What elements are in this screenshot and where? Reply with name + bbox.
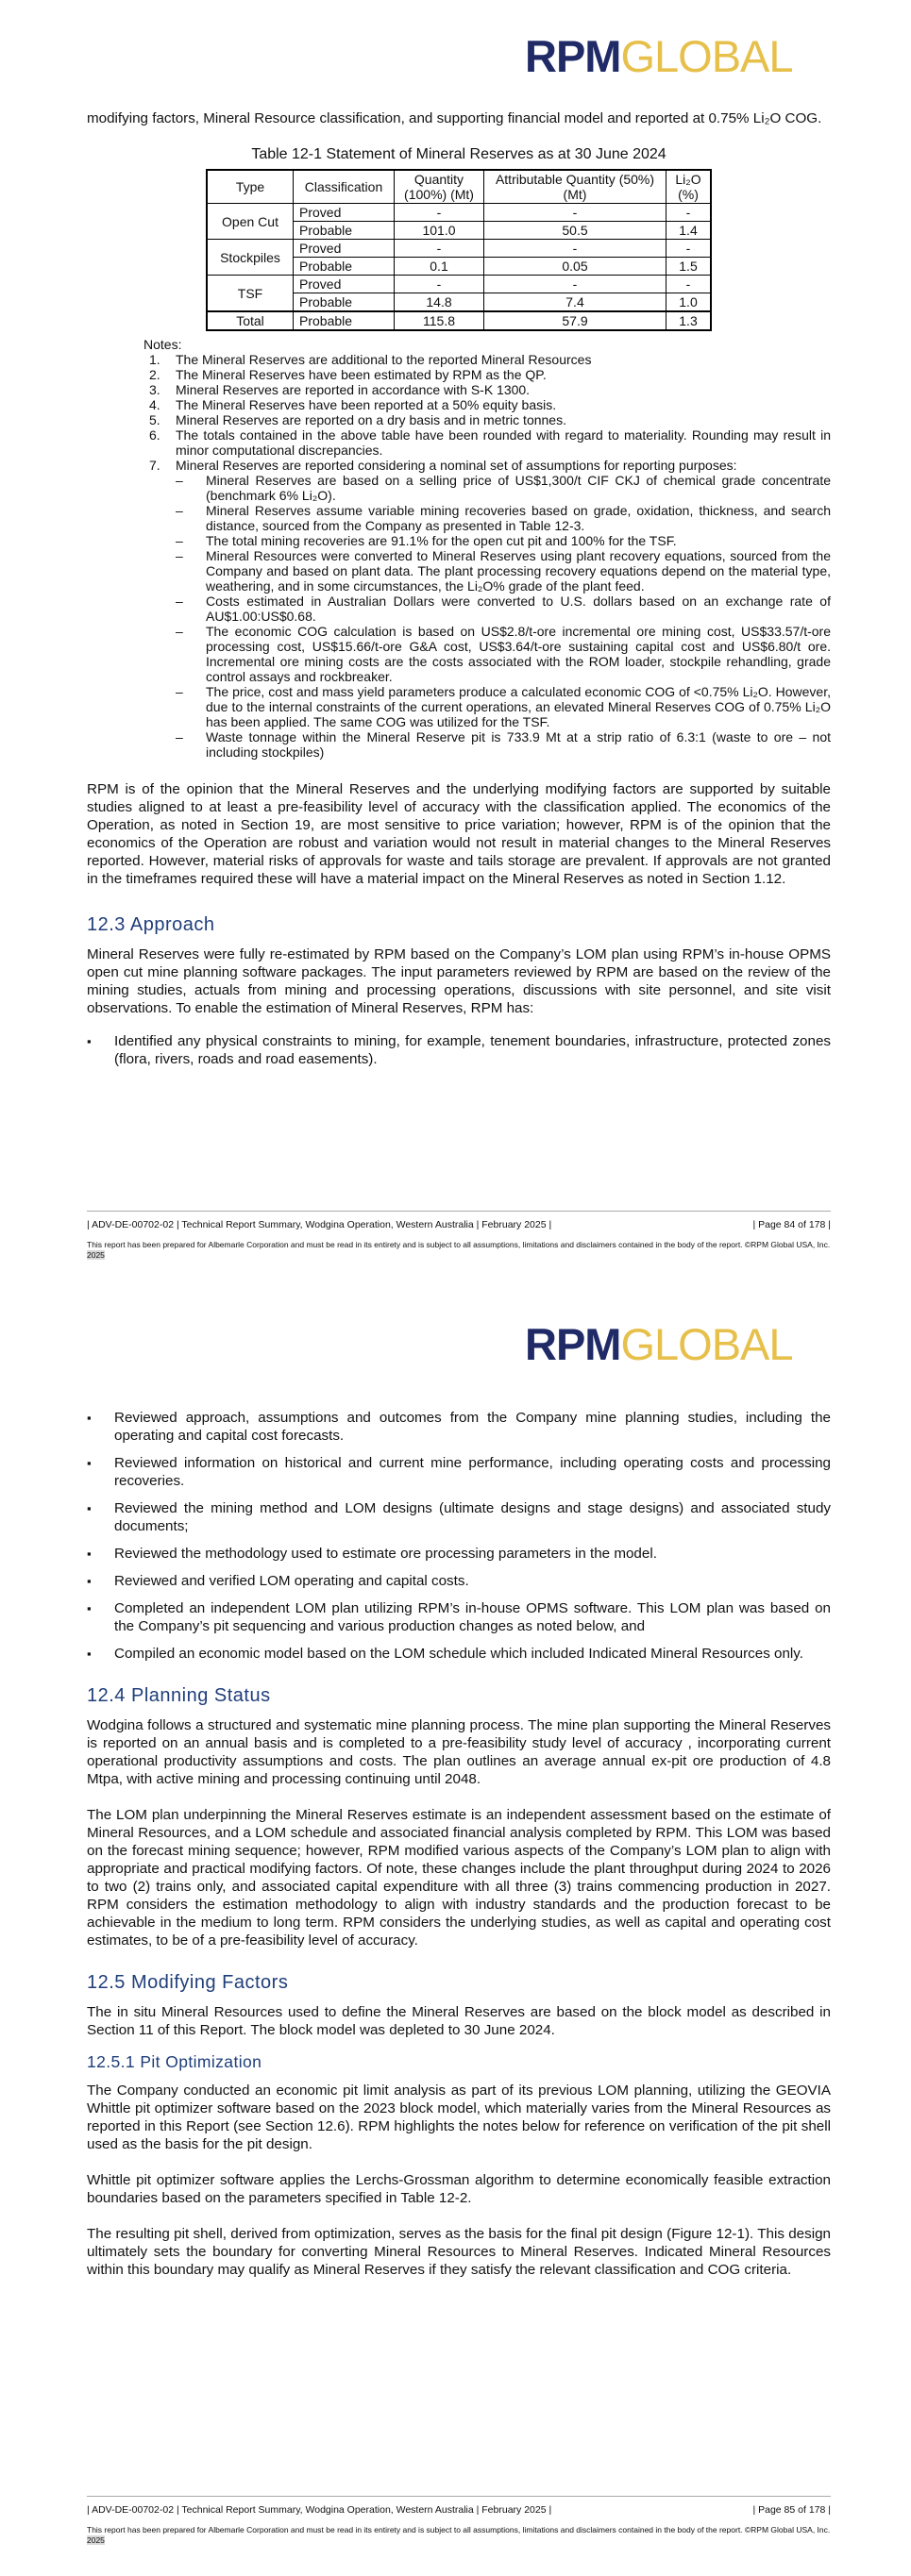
value-cell: 57.9 (484, 311, 666, 330)
total-label: Total (207, 311, 294, 330)
rpm-global-logo: RPMGLOBAL (525, 31, 793, 81)
bullet-item: ▪ Reviewed and verified LOM operating and capital costs. (87, 1572, 831, 1590)
planning-paragraph-1: Wodgina follows a structured and systematic mine planning process. The mine plan supporting the Mineral Reserves is reported on an annual basis and is completed to a pre-feasibility study level of accuracy , incorporating current operational productivity assumptions and costs. The plan outlines an average annual ex-pit ore production of 4.8 Mtpa, with active mining and processing continuing until 2048. (87, 1717, 831, 1787)
pit-paragraph-2: Whittle pit optimizer software applies the Lerchs-Grossman algorithm to determine economically feasible extraction boundaries based on the parameters specified in Table 12-2. (87, 2172, 831, 2206)
value-cell: 0.05 (484, 258, 666, 276)
footer-disclaimer: This report has been prepared for Albemarle Corporation and must be read in its entirety and is subject to all assumptions, limitations and disclaimers contained in the body of the report. ©RPM Global USA, Inc. 2025 (87, 2525, 831, 2545)
table-caption: Table 12-1 Statement of Mineral Reserves as at 30 June 2024 (251, 146, 666, 162)
class-cell: Probable (294, 311, 395, 330)
table-header-row (207, 170, 711, 204)
footer-page-number: | Page 85 of 178 | (752, 2504, 831, 2516)
review-bullets (87, 1409, 831, 1663)
pit-paragraph-1: The Company conducted an economic pit limit analysis as part of its previous LOM planning, utilizing the GEOVIA Whittle pit optimizer software based on the 2023 block model, which materially varies from the Mineral Resources as reported in this Report (see Section 12.6). RPM highlights the notes below for reference on verification of the pit shell used as the basis for the pit design. (87, 2083, 831, 2152)
table-row (207, 276, 711, 293)
footer-page-number: | Page 84 of 178 | (752, 1219, 831, 1230)
value-cell: - (666, 276, 712, 293)
type-cell: Stockpiles (207, 240, 294, 276)
assumption-list (176, 473, 831, 760)
note-item: 3. Mineral Reserves are reported in accordance with S-K 1300. (149, 382, 531, 397)
value-cell: 101.0 (395, 222, 484, 240)
page-footer (87, 1211, 831, 1261)
assumption-item: – The economic COG calculation is based on US$2.8/t-ore incremental ore mining cost, US$33.57/t-ore processing cost, US$15.66/t-ore G&A cost, US$3.64/t-ore sustaining capital cost and US$6.80/t ore. Incremental ore mining costs are the costs associated with the ROM loader, stockpile rehandling, grade control assays and rockbreaker. (206, 624, 831, 684)
page-footer (87, 2496, 831, 2546)
value-cell: - (666, 240, 712, 258)
assumption-item: – Mineral Reserves assume variable mining recoveries based on grade, oxidation, thickness, and search distance, sourced from the Company as presented in Table 12-3. (206, 503, 831, 533)
page-85 (0, 1288, 911, 2576)
col-header: Li₂O (%) (666, 170, 712, 204)
col-header: Classification (294, 170, 395, 204)
note-item: 4. The Mineral Reserves have been reported at a 50% equity basis. (149, 397, 557, 412)
page2-body (87, 1409, 831, 2279)
class-cell: Probable (294, 258, 395, 276)
class-cell: Proved (294, 240, 395, 258)
assumption-item: – The price, cost and mass yield parameters produce a calculated economic COG of <0.75% Li₂O. However, due to the internal constraints of the current operations, an elevated Mineral Reserves COG of 0.75% Li₂O has been applied. The same COG was utilized for the TSF. (206, 684, 831, 729)
assumption-item: – Mineral Resources were converted to Mineral Reserves using plant recovery equations, sourced from the Company and based on plant data. The plant processing recovery equations depend on the material type, weathering, and in some circumstances, the Li₂O% grade of the plant feed. (206, 548, 831, 594)
value-cell: 7.4 (484, 293, 666, 312)
modifying-paragraph: The in situ Mineral Resources used to define the Mineral Reserves are based on the block model as described in Section 11 of this Report. The block model was depleted to 30 June 2024. (87, 2004, 831, 2038)
page1-body (87, 109, 831, 1068)
note-item: 7. Mineral Reserves are reported considering a nominal set of assumptions for reporting purposes: – Mineral Reserves are based on a selling price of US$1,300/t CIF CKJ of chemical grade concentrate (benchmark 6% Li₂O). – Mineral Reserves assume variable mining recoveries based on grade, oxidation, thickness, and search distance, sourced from the Company as presented in Table 12-3. – The total mining recoveries are 91.1% for the open cut pit and 100% for the TSF. – Mineral Resources were converted to Mineral Reserves using plant recovery equations, sourced from the Company and based on plant data. The plant processing recovery equations depend on the material type, weathering, and in some circumstances, the Li₂O% grade of the plant feed. – Costs estimated in Australian Dollars were converted to U.S. dollars based on an exchange rate of AU$1.00:US$0.68. – The economic COG calculation is based on US$2.8/t-ore incremental ore mining cost, US$33.57/t-ore processing cost, US$15.66/t-ore G&A cost, US$3.64/t-ore sustaining capital cost and US$6.80/t ore. Incremental ore mining costs are the costs associated with the ROM loader, stockpile rehandling, grade control assays and rockbreaker. – The price, cost and mass yield parameters produce a calculated economic COG of <0.75% Li₂O. However, due to the internal constraints of the current operations, an elevated Mineral Reserves COG of 0.75% Li₂O has been applied. The same COG was utilized for the TSF. – Waste tonnage within the Mineral Reserve pit is 733.9 Mt at a strip ratio of 6.3:1 (waste to ore – not including stockpiles) (168, 458, 831, 760)
value-cell: - (395, 276, 484, 293)
col-header: Type (207, 170, 294, 204)
notes-title: Notes: (143, 337, 182, 352)
value-cell: 1.5 (666, 258, 712, 276)
value-cell: - (484, 240, 666, 258)
value-cell: - (484, 276, 666, 293)
footer-doc-info: | ADV-DE-00702-02 | Technical Report Summary, Wodgina Operation, Western Australia | February 2025 | (87, 2504, 552, 2516)
bullet-item: ▪ Completed an independent LOM plan utilizing RPM’s in-house OPMS software. This LOM plan was based on the Company’s pit sequencing and various production changes as noted below, and (87, 1599, 831, 1635)
assumption-item: – Waste tonnage within the Mineral Reserve pit is 733.9 Mt at a strip ratio of 6.3:1 (waste to ore – not including stockpiles) (206, 729, 831, 760)
value-cell: - (395, 240, 484, 258)
note-item: 2. The Mineral Reserves have been estimated by RPM as the QP. (149, 367, 547, 382)
class-cell: Proved (294, 204, 395, 222)
value-cell: 1.4 (666, 222, 712, 240)
type-cell: Open Cut (207, 204, 294, 240)
section-heading-12-5: 12.5 Modifying Factors (87, 1972, 289, 1993)
bullet-item: ▪ Reviewed the methodology used to estimate ore processing parameters in the model. (87, 1545, 831, 1563)
approach-bullets (87, 1032, 831, 1068)
value-cell: 50.5 (484, 222, 666, 240)
table-row (207, 240, 711, 258)
bullet-item: ▪ Reviewed approach, assumptions and outcomes from the Company mine planning studies, including the operating and capital cost forecasts. (87, 1409, 831, 1445)
value-cell: 1.0 (666, 293, 712, 312)
section-heading-12-5-1: 12.5.1 Pit Optimization (87, 2052, 262, 2071)
bullet-item: ▪ Identified any physical constraints to mining, for example, tenement boundaries, infrastructure, protected zones (flora, rivers, roads and road easements). (87, 1032, 831, 1068)
table-notes (143, 337, 831, 760)
type-cell: TSF (207, 276, 294, 312)
opinion-paragraph: RPM is of the opinion that the Mineral Reserves and the underlying modifying factors are supported by suitable studies aligned to at least a pre-feasibility level of accuracy with the classification applied. The economics of the Operation, as noted in Section 19, are most sensitive to price variation; however, RPM is of the opinion that the economics of the Operation are robust and variation would not result in material changes to the Mineral Reserves reported. However, material risks of approvals for waste and tails storage are prevalent. If approvals are not granted in the timeframes required these will have a material impact on the Mineral Reserves as noted in Section 1.12. (87, 781, 831, 887)
pit-paragraph-3: The resulting pit shell, derived from optimization, serves as the basis for the final pit design (Figure 12-1). This design ultimately sets the boundary for converting Mineral Resources to Mineral Reserves. Indicated Mineral Resources within this boundary may qualify as Mineral Reserves if they satisfy the relevant classification and COG criteria. (87, 2226, 831, 2278)
value-cell: 14.8 (395, 293, 484, 312)
col-header: Attributable Quantity (50%) (Mt) (484, 170, 666, 204)
mineral-reserves-table (206, 169, 712, 331)
footer-disclaimer: This report has been prepared for Albemarle Corporation and must be read in its entirety and is subject to all assumptions, limitations and disclaimers contained in the body of the report. ©RPM Global USA, Inc. 2025 (87, 1240, 831, 1260)
value-cell: - (484, 204, 666, 222)
class-cell: Probable (294, 222, 395, 240)
class-cell: Proved (294, 276, 395, 293)
value-cell: 115.8 (395, 311, 484, 330)
footer-doc-info: | ADV-DE-00702-02 | Technical Report Summary, Wodgina Operation, Western Australia | February 2025 | (87, 1219, 552, 1230)
bullet-item: ▪ Reviewed information on historical and current mine performance, including operating costs and processing recoveries. (87, 1454, 831, 1490)
assumption-item: – The total mining recoveries are 91.1% for the open cut pit and 100% for the TSF. (206, 533, 831, 548)
section-heading-12-4: 12.4 Planning Status (87, 1685, 271, 1706)
class-cell: Probable (294, 293, 395, 312)
note-item: 5. Mineral Reserves are reported on a dry basis and in metric tonnes. (149, 412, 566, 427)
rpm-global-logo: RPMGLOBAL (525, 1319, 793, 1369)
value-cell: - (666, 204, 712, 222)
bullet-item: ▪ Reviewed the mining method and LOM designs (ultimate designs and stage designs) and associated study documents; (87, 1499, 831, 1535)
note-item: 1. The Mineral Reserves are additional to the reported Mineral Resources (149, 352, 592, 367)
value-cell: 1.3 (666, 311, 712, 330)
col-header: Quantity (100%) (Mt) (395, 170, 484, 204)
approach-paragraph: Mineral Reserves were fully re-estimated by RPM based on the Company’s LOM plan using RPM’s in-house OPMS open cut mine planning software packages. The input parameters reviewed by RPM are based on the review of the mining studies, actuals from mining and processing operations, discussions with site personnel, and site visit observations. To enable the estimation of Mineral Reserves, RPM has: (87, 946, 831, 1016)
bullet-item: ▪ Compiled an economic model based on the LOM schedule which included Indicated Mineral Resources only. (87, 1645, 831, 1663)
note-item: 6. The totals contained in the above table have been rounded with regard to materiality. Rounding may result in minor computational discrepancies. (149, 427, 831, 458)
assumption-item: – Mineral Reserves are based on a selling price of US$1,300/t CIF CKJ of chemical grade concentrate (benchmark 6% Li₂O). (206, 473, 831, 503)
planning-paragraph-2: The LOM plan underpinning the Mineral Reserves estimate is an independent assessment based on the estimate of Mineral Resources, and a LOM schedule and associated financial analysis completed by RPM. This LOM was based on the forecast mining sequence; however, RPM modified various aspects of the Company’s LOM plan to align with appropriate and practical modifying factors. Of note, these changes include the plant throughput during 2024 to 2026 to two (2) trains only, and associated capital expenditure with all three (3) trains commencing production in 2027. RPM considers the estimation methodology to align with industry standards and the production forecast to be achievable in the medium to long term. RPM considers the underlying studies, as well as capital and operating cost estimates, to be of a pre-feasibility level of accuracy. (87, 1807, 831, 1949)
assumption-item: – Costs estimated in Australian Dollars were converted to U.S. dollars based on an exchange rate of AU$1.00:US$0.68. (206, 594, 831, 624)
intro-paragraph: modifying factors, Mineral Resource classification, and supporting financial model and reported at 0.75% Li₂O COG. (87, 110, 822, 126)
table-row (207, 204, 711, 222)
value-cell: 0.1 (395, 258, 484, 276)
value-cell: - (395, 204, 484, 222)
table-total-row (207, 311, 711, 330)
section-heading-12-3: 12.3 Approach (87, 914, 215, 935)
